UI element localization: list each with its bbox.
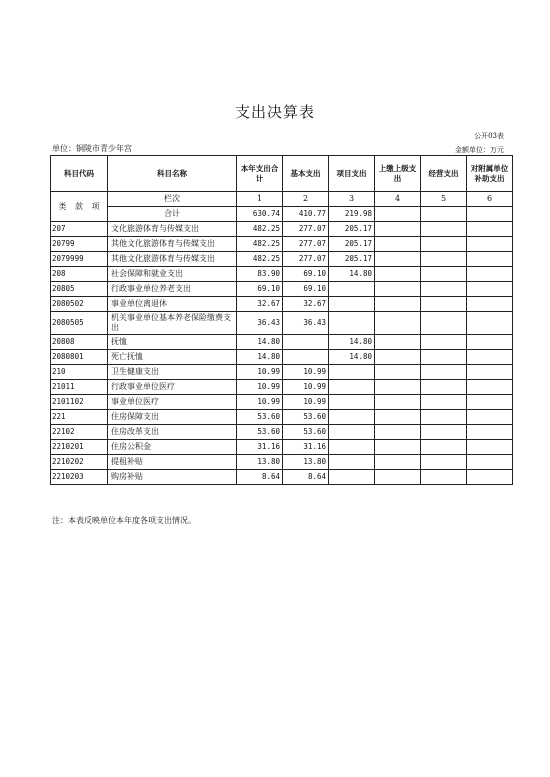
cell-upper	[375, 440, 421, 455]
cell-code: 210	[51, 365, 108, 380]
cell-name: 住房改革支出	[108, 425, 237, 440]
cell-upper	[375, 410, 421, 425]
cell-project	[329, 440, 375, 455]
header-project: 项目支出	[329, 156, 375, 192]
table-row	[51, 365, 513, 380]
table-row	[51, 297, 513, 312]
amount-unit: 金额单位：万元	[455, 146, 504, 154]
cell-name: 抚恤	[108, 335, 237, 350]
cell-code: 2080502	[51, 297, 108, 312]
cell-business	[421, 267, 467, 282]
cell-total: 10.99	[237, 395, 283, 410]
label-lei: 类	[58, 201, 67, 211]
cell-upper	[375, 267, 421, 282]
cell-basic: 13.80	[283, 455, 329, 470]
cell-code: 2210203	[51, 470, 108, 485]
cell-code: 221	[51, 410, 108, 425]
cell-code: 2210202	[51, 455, 108, 470]
lanci-label: 栏次	[108, 192, 237, 207]
cell-name: 社会保障和就业支出	[108, 267, 237, 282]
cell-code: 2080801	[51, 350, 108, 365]
cell-business	[421, 365, 467, 380]
cell-business	[421, 395, 467, 410]
col-index-1: 1	[237, 192, 283, 207]
header-upper: 上缴上级支出	[375, 156, 421, 192]
total-upper	[375, 207, 421, 222]
cell-basic: 69.10	[283, 282, 329, 297]
cell-upper	[375, 380, 421, 395]
cell-upper	[375, 297, 421, 312]
table-row	[51, 335, 513, 350]
col-index-5: 5	[421, 192, 467, 207]
table-row	[51, 237, 513, 252]
cell-code: 2101102	[51, 395, 108, 410]
cell-subsidy	[467, 380, 513, 395]
cell-upper	[375, 365, 421, 380]
cell-name: 购房补贴	[108, 470, 237, 485]
header-code: 科目代码	[51, 156, 108, 192]
header-basic: 基本支出	[283, 156, 329, 192]
cell-project: 205.17	[329, 237, 375, 252]
cell-code: 207	[51, 222, 108, 237]
cell-upper	[375, 455, 421, 470]
cell-basic	[283, 335, 329, 350]
cell-code: 20808	[51, 335, 108, 350]
cell-business	[421, 297, 467, 312]
cell-project: 14.80	[329, 350, 375, 365]
cell-basic: 53.60	[283, 410, 329, 425]
cell-basic: 10.99	[283, 380, 329, 395]
cell-basic	[283, 350, 329, 365]
cell-code: 208	[51, 267, 108, 282]
table-row	[51, 380, 513, 395]
cell-code: 2079999	[51, 252, 108, 267]
cell-business	[421, 222, 467, 237]
cell-name: 事业单位医疗	[108, 395, 237, 410]
cell-code: 20799	[51, 237, 108, 252]
cell-code: 22102	[51, 425, 108, 440]
cell-total: 482.25	[237, 252, 283, 267]
cell-subsidy	[467, 455, 513, 470]
cell-project	[329, 365, 375, 380]
page-title: 支出决算表	[234, 103, 315, 121]
cell-name: 住房保障支出	[108, 410, 237, 425]
cell-basic: 36.43	[283, 312, 329, 335]
cell-subsidy	[467, 365, 513, 380]
cell-basic: 31.16	[283, 440, 329, 455]
cell-project	[329, 297, 375, 312]
table-row	[51, 252, 513, 267]
unit-name: 单位：铜陵市青少年宫	[52, 144, 132, 153]
form-number: 公开03表	[474, 132, 504, 140]
cell-project: 205.17	[329, 222, 375, 237]
label-kuan: 款	[75, 201, 83, 211]
cell-upper	[375, 425, 421, 440]
cell-name: 提租补贴	[108, 455, 237, 470]
cell-business	[421, 252, 467, 267]
cell-name: 其他文化旅游体育与传媒支出	[108, 252, 237, 267]
cell-subsidy	[467, 410, 513, 425]
table-row	[51, 350, 513, 365]
table-row	[51, 410, 513, 425]
cell-business	[421, 410, 467, 425]
cell-total: 10.99	[237, 380, 283, 395]
table-row	[51, 425, 513, 440]
total-subsidy	[467, 207, 513, 222]
cell-upper	[375, 237, 421, 252]
cell-basic: 10.99	[283, 365, 329, 380]
cell-basic: 32.67	[283, 297, 329, 312]
cell-project	[329, 380, 375, 395]
cell-total: 53.60	[237, 425, 283, 440]
cell-basic: 277.07	[283, 252, 329, 267]
total-row	[51, 207, 513, 222]
footnote: 注：本表反映单位本年度各项支出情况。	[52, 516, 196, 525]
cell-name: 其他文化旅游体育与传媒支出	[108, 237, 237, 252]
cell-business	[421, 282, 467, 297]
cell-project: 14.80	[329, 267, 375, 282]
cell-total: 14.80	[237, 335, 283, 350]
cell-subsidy	[467, 312, 513, 335]
cell-total: 32.67	[237, 297, 283, 312]
cell-project	[329, 470, 375, 485]
cell-subsidy	[467, 222, 513, 237]
cell-project	[329, 395, 375, 410]
cell-name: 卫生健康支出	[108, 365, 237, 380]
col-index-4: 4	[375, 192, 421, 207]
cell-subsidy	[467, 237, 513, 252]
cell-name: 文化旅游体育与传媒支出	[108, 222, 237, 237]
cell-subsidy	[467, 350, 513, 365]
total-business	[421, 207, 467, 222]
table-row	[51, 312, 513, 335]
cell-project	[329, 425, 375, 440]
cell-upper	[375, 395, 421, 410]
cell-project: 205.17	[329, 252, 375, 267]
table-row	[51, 267, 513, 282]
cell-name: 行政事业单位医疗	[108, 380, 237, 395]
cell-subsidy	[467, 297, 513, 312]
cell-basic: 8.64	[283, 470, 329, 485]
cell-business	[421, 455, 467, 470]
cell-business	[421, 312, 467, 335]
total-label: 合计	[108, 207, 237, 222]
cell-total: 10.99	[237, 365, 283, 380]
cell-business	[421, 425, 467, 440]
header-business: 经营支出	[421, 156, 467, 192]
header-total: 本年支出合计	[237, 156, 283, 192]
cell-project	[329, 282, 375, 297]
cell-total: 14.80	[237, 350, 283, 365]
cell-upper	[375, 252, 421, 267]
cell-subsidy	[467, 470, 513, 485]
cell-subsidy	[467, 252, 513, 267]
cell-basic: 277.07	[283, 237, 329, 252]
cell-business	[421, 335, 467, 350]
col-index-6: 6	[467, 192, 513, 207]
cell-total: 482.25	[237, 222, 283, 237]
cell-business	[421, 350, 467, 365]
cell-total: 83.90	[237, 267, 283, 282]
cell-basic: 10.99	[283, 395, 329, 410]
cell-total: 13.80	[237, 455, 283, 470]
cell-upper	[375, 350, 421, 365]
cell-upper	[375, 222, 421, 237]
col-index-3: 3	[329, 192, 375, 207]
cell-subsidy	[467, 440, 513, 455]
cell-name: 事业单位离退休	[108, 297, 237, 312]
cell-subsidy	[467, 395, 513, 410]
cell-project	[329, 410, 375, 425]
cell-name: 死亡抚恤	[108, 350, 237, 365]
cell-business	[421, 237, 467, 252]
cell-basic: 53.60	[283, 425, 329, 440]
cell-total: 31.16	[237, 440, 283, 455]
cell-code: 20805	[51, 282, 108, 297]
cell-total: 482.25	[237, 237, 283, 252]
table-row	[51, 455, 513, 470]
cell-subsidy	[467, 425, 513, 440]
table-row	[51, 470, 513, 485]
cell-upper	[375, 470, 421, 485]
cell-total: 69.10	[237, 282, 283, 297]
cell-code: 21011	[51, 380, 108, 395]
header-subsidy: 对附属单位补助支出	[467, 156, 513, 192]
cell-project: 14.80	[329, 335, 375, 350]
cell-business	[421, 440, 467, 455]
cell-upper	[375, 335, 421, 350]
cell-business	[421, 380, 467, 395]
total-project: 219.98	[329, 207, 375, 222]
col-index-2: 2	[283, 192, 329, 207]
cell-code: 2210201	[51, 440, 108, 455]
cell-subsidy	[467, 335, 513, 350]
table-row	[51, 440, 513, 455]
code-kind-cell	[51, 192, 108, 222]
table-row	[51, 395, 513, 410]
table-row	[51, 222, 513, 237]
label-xiang: 项	[91, 201, 100, 211]
cell-business	[421, 470, 467, 485]
cell-total: 53.60	[237, 410, 283, 425]
cell-name: 行政事业单位养老支出	[108, 282, 237, 297]
cell-total: 36.43	[237, 312, 283, 335]
cell-basic: 277.07	[283, 222, 329, 237]
cell-total: 8.64	[237, 470, 283, 485]
cell-code: 2080505	[51, 312, 108, 335]
cell-name: 机关事业单位基本养老保险缴费支出	[108, 312, 237, 335]
table-row	[51, 282, 513, 297]
cell-upper	[375, 282, 421, 297]
cell-subsidy	[467, 282, 513, 297]
total-basic: 410.77	[283, 207, 329, 222]
cell-project	[329, 312, 375, 335]
cell-basic: 69.10	[283, 267, 329, 282]
cell-upper	[375, 312, 421, 335]
expenditure-table	[50, 155, 513, 485]
cell-name: 住房公积金	[108, 440, 237, 455]
header-name: 科目名称	[108, 156, 237, 192]
cell-subsidy	[467, 267, 513, 282]
cell-project	[329, 455, 375, 470]
total-total: 630.74	[237, 207, 283, 222]
